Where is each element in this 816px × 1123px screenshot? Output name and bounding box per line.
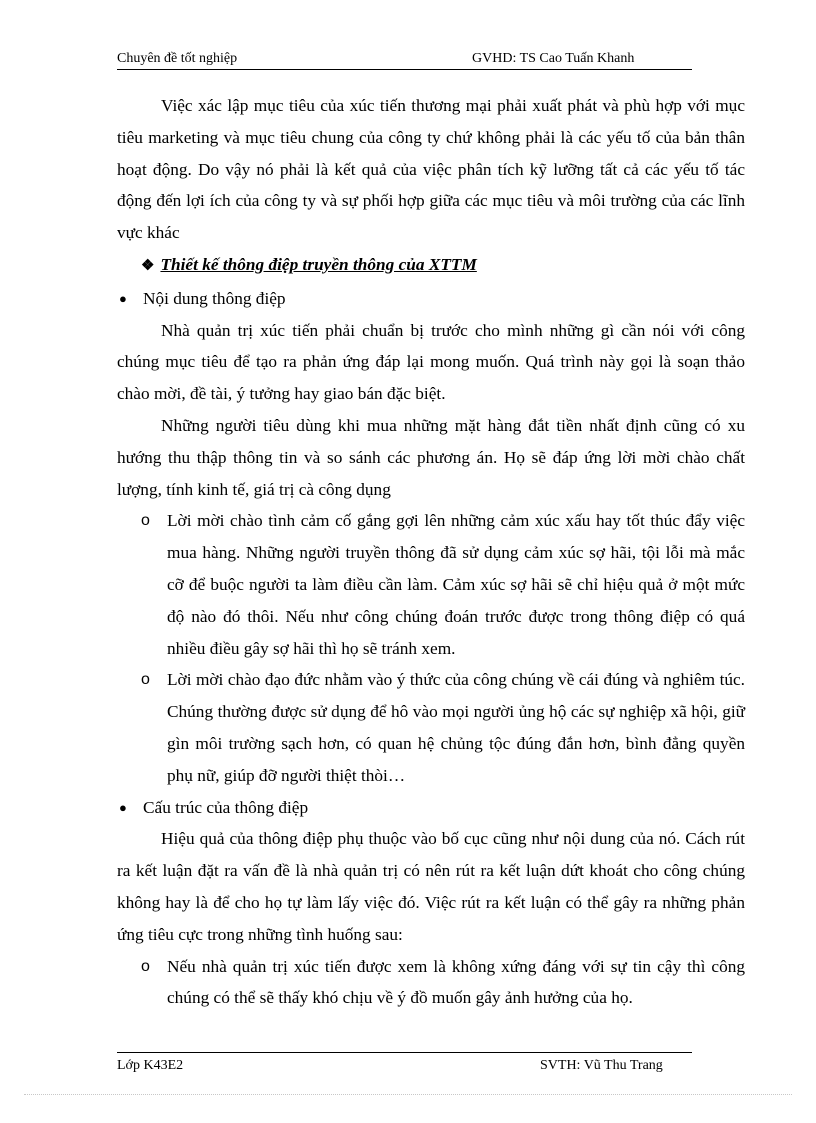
footer-class: Lớp K43E2 — [117, 1058, 184, 1073]
circle-bullet-icon: o — [141, 671, 150, 689]
sub-item-emotional — [117, 505, 745, 664]
sub-item-moral — [117, 664, 745, 791]
bullet-dot-icon: ● — [119, 799, 127, 815]
paragraph-consumers: Những người tiêu dùng khi mua những mặt hàng đắt tiền nhất định cũng có xu hướng thu thập thông tin và so sánh các phương án. Họ sẽ đáp ứng lời mời chào chất lượng, tính kinh tế, giá trị cà công dụng — [117, 415, 745, 499]
bullet-dot-icon: ● — [119, 290, 127, 306]
sub-item-text: Lời mời chào tình cảm cố gắng gợi lên những cảm xúc xấu hay tốt thúc đẩy việc mua hàng. Những người truyền thông đã sử dụng cảm xúc sợ hãi, tội lỗi mà mắc cỡ để buộc người ta làm điều cần làm. Cảm xúc sợ hãi sẽ chỉ hiệu quả ở một mức độ nào đó thôi. Nếu như công chúng đoán trước được trong thông điệp có quá nhiều điều gây sợ hãi thì họ sẽ tránh xem. — [167, 511, 745, 658]
circle-bullet-icon: o — [141, 512, 150, 530]
paragraph-structure: Hiệu quả của thông điệp phụ thuộc vào bố cục cũng như nội dung của nó. Cách rút ra kết luận đặt ra vấn đề là nhà quản trị có nên rút ra kết luận dứt khoát cho công chúng không hay là để cho họ tự làm lấy việc đó. Việc rút ra kết luận có thể gây ra những phản ứng tiêu cực trong những tình huống sau: — [117, 829, 745, 944]
sub-item-text: Lời mời chào đạo đức nhằm vào ý thức của công chúng về cái đúng và nghiêm túc. Chúng thường được sử dụng để hô vào mọi người ủng hộ các sự nghiệp xã hội, giữ gìn môi trường sạch hơn, có quan hệ chủng tộc đúng đắn hơn, bình đẳng quyền phụ nữ, giúp đỡ người thiệt thòi… — [167, 670, 745, 785]
header-course: Chuyên đề tốt nghiệp — [117, 51, 238, 66]
paragraph-manager: Nhà quản trị xúc tiến phải chuẩn bị trước cho mình những gì cần nói với công chúng mục tiêu để tạo ra phản ứng đáp lại mong muốn. Quá trình này gọi là soạn thảo chào mời, đề tài, ý tưởng hay giao bán đặc biệt. — [117, 320, 745, 404]
page-header — [117, 49, 692, 70]
diamond-bullet-icon: ❖ — [141, 257, 155, 274]
page-boundary-divider — [24, 1094, 792, 1095]
section-heading — [117, 249, 745, 283]
header-supervisor: GVHD: TS Cao Tuấn Khanh — [472, 51, 635, 66]
bullet-item-structure — [117, 792, 745, 824]
paragraph-objectives: Việc xác lập mục tiêu của xúc tiến thương mại phải xuất phát và phù hợp với mục tiêu marketing và mục tiêu chung của công ty chứ không phải là các yếu tố của bản thân hoạt động. Do vậy nó phải là kết quả của việc phân tích kỹ lưỡng tất cả các yếu tố tác động đến lợi ích của công ty và sự phối hợp giữa các mục tiêu và môi trường của các lĩnh vực khác — [117, 96, 745, 243]
bullet-item-label: Cấu trúc của thông điệp — [143, 797, 309, 817]
sub-item-text: Nếu nhà quản trị xúc tiến được xem là không xứng đáng với sự tin cậy thì công chúng có thể sẽ thấy khó chịu về ý đồ muốn gây ảnh hưởng của họ. — [167, 956, 745, 1008]
sub-item-trust — [117, 951, 745, 1015]
bullet-item-label: Nội dung thông điệp — [143, 288, 286, 308]
section-heading-text: Thiết kế thông điệp truyền thông của XTTM — [160, 254, 477, 274]
circle-bullet-icon: o — [141, 957, 150, 975]
document-body — [117, 90, 745, 1014]
page-footer — [117, 1052, 692, 1077]
footer-student: SVTH: Vũ Thu Trang — [540, 1058, 663, 1073]
bullet-item-content — [117, 283, 745, 315]
